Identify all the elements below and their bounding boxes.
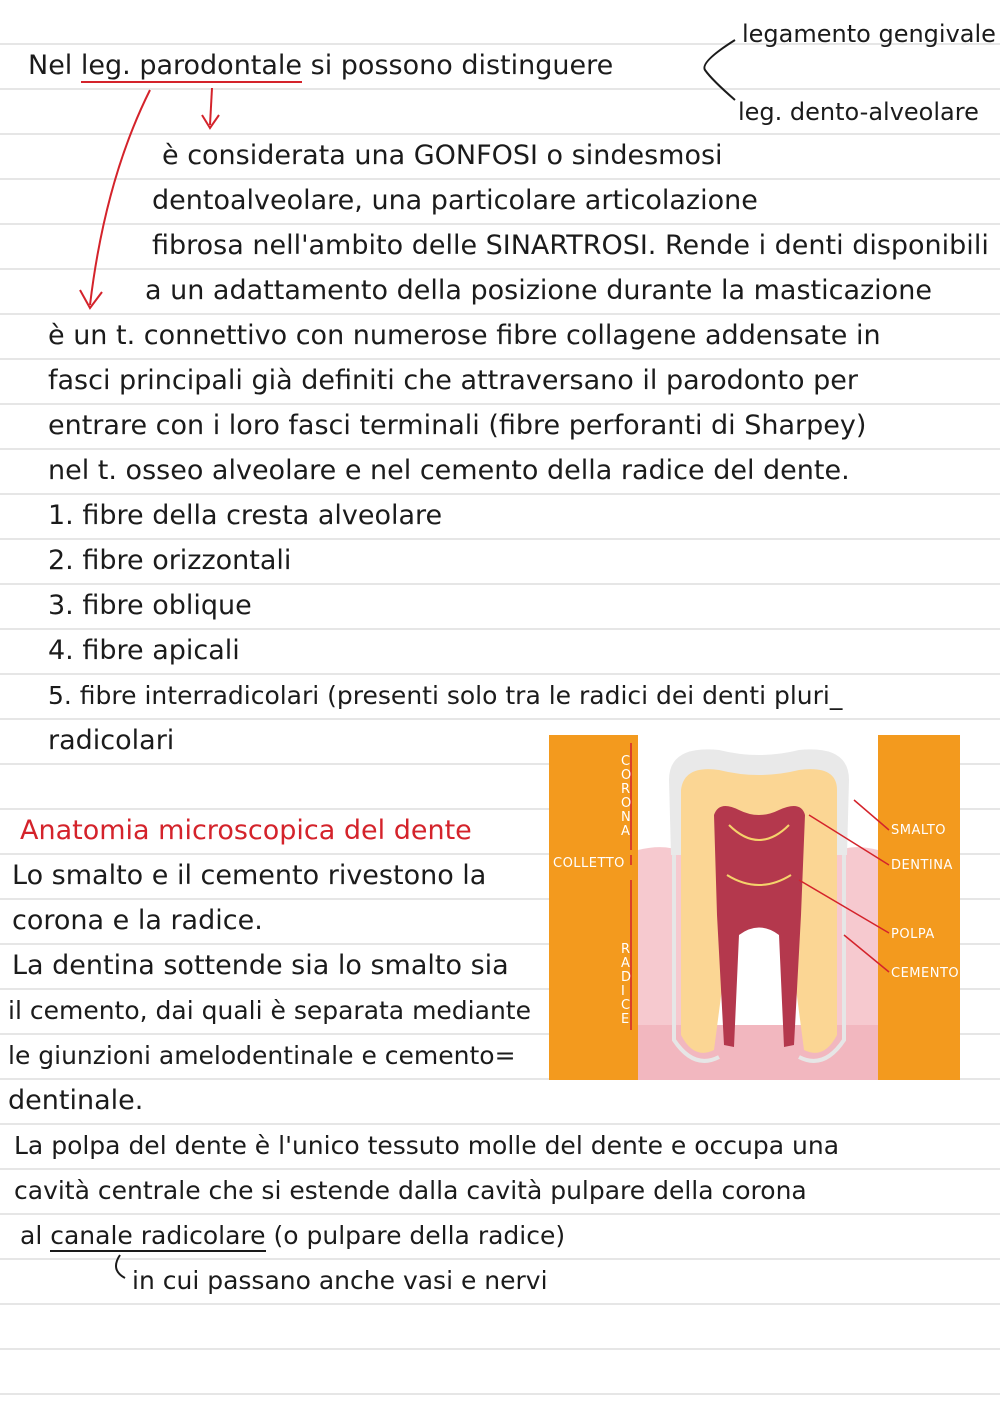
section-line: dentinale. [8,1085,144,1116]
pulp-line: cavità centrale che si estende dalla cavità pulpare della corona [14,1176,807,1205]
label-radice: R A D I C E [621,942,632,1027]
fiber-continuation: radicolari [48,725,175,756]
label-dentina: DENTINA [891,858,953,873]
tooth-diagram [549,735,960,1080]
branch-bracket [704,40,735,100]
intro-after: si possono distinguere [302,50,614,81]
intro-term: leg. parodontale [80,50,303,81]
section-line: La dentina sottende sia lo smalto sia [12,950,509,981]
fiber-item: 5. fibre interradicolari (presenti solo tra le radici dei denti pluri_ [48,681,843,710]
fiber-item: 2. fibre orizzontali [48,545,292,576]
section-line: il cemento, dai quali è separata mediante [8,996,531,1025]
description-line: nel t. osseo alveolare e nel cemento della radice del dente. [48,455,850,486]
label-smalto: SMALTO [891,823,946,838]
section-line: corona e la radice. [12,905,263,936]
pulp-line: La polpa del dente è l'unico tessuto molle del dente e occupa una [14,1131,840,1160]
label-corona: C O R O N A [621,754,632,839]
fiber-item: 1. fibre della cresta alveolare [48,500,443,531]
red-curved-arrow [90,90,150,305]
definition-line: dentoalveolare, una particolare articolazione [152,185,758,216]
pulp-last-term: canale radicolare [50,1221,266,1250]
branch-bottom: leg. dento-alveolare [738,98,979,126]
definition-line: a un adattamento della posizione durante la masticazione [145,275,932,306]
branch-top: legamento gengivale [742,20,996,48]
pulp-last-line [20,1220,565,1252]
section-line: le giunzioni amelodentinale e cemento= [8,1041,516,1070]
note-hook [116,1255,125,1278]
section-line: Lo smalto e il cemento rivestono la [12,860,487,891]
intro-line [28,50,613,82]
tooth-figure [549,735,960,1080]
intro-before: Nel [28,50,81,81]
pulp-note: in cui passano anche vasi e nervi [132,1266,548,1295]
label-cemento: CEMENTO [891,966,960,981]
label-polpa: POLPA [891,927,935,942]
pulp-last-before: al [20,1221,51,1250]
description-line: fasci principali già definiti che attraversano il parodonto per [48,365,858,396]
red-down-arrow [210,88,212,125]
definition-line: fibrosa nell'ambito delle SINARTROSI. Rende i denti disponibili [152,230,989,261]
fiber-item: 4. fibre apicali [48,635,240,666]
pulp-last-after: (o pulpare della radice) [265,1221,566,1250]
definition-line: è considerata una GONFOSI o sindesmosi [162,140,723,171]
description-line: è un t. connettivo con numerose fibre collagene addensate in [48,320,881,351]
description-line: entrare con i loro fasci terminali (fibre perforanti di Sharpey) [48,410,867,441]
section-title: Anatomia microscopica del dente [20,815,472,846]
fiber-item: 3. fibre oblique [48,590,252,621]
label-colletto: COLLETTO [553,856,625,871]
